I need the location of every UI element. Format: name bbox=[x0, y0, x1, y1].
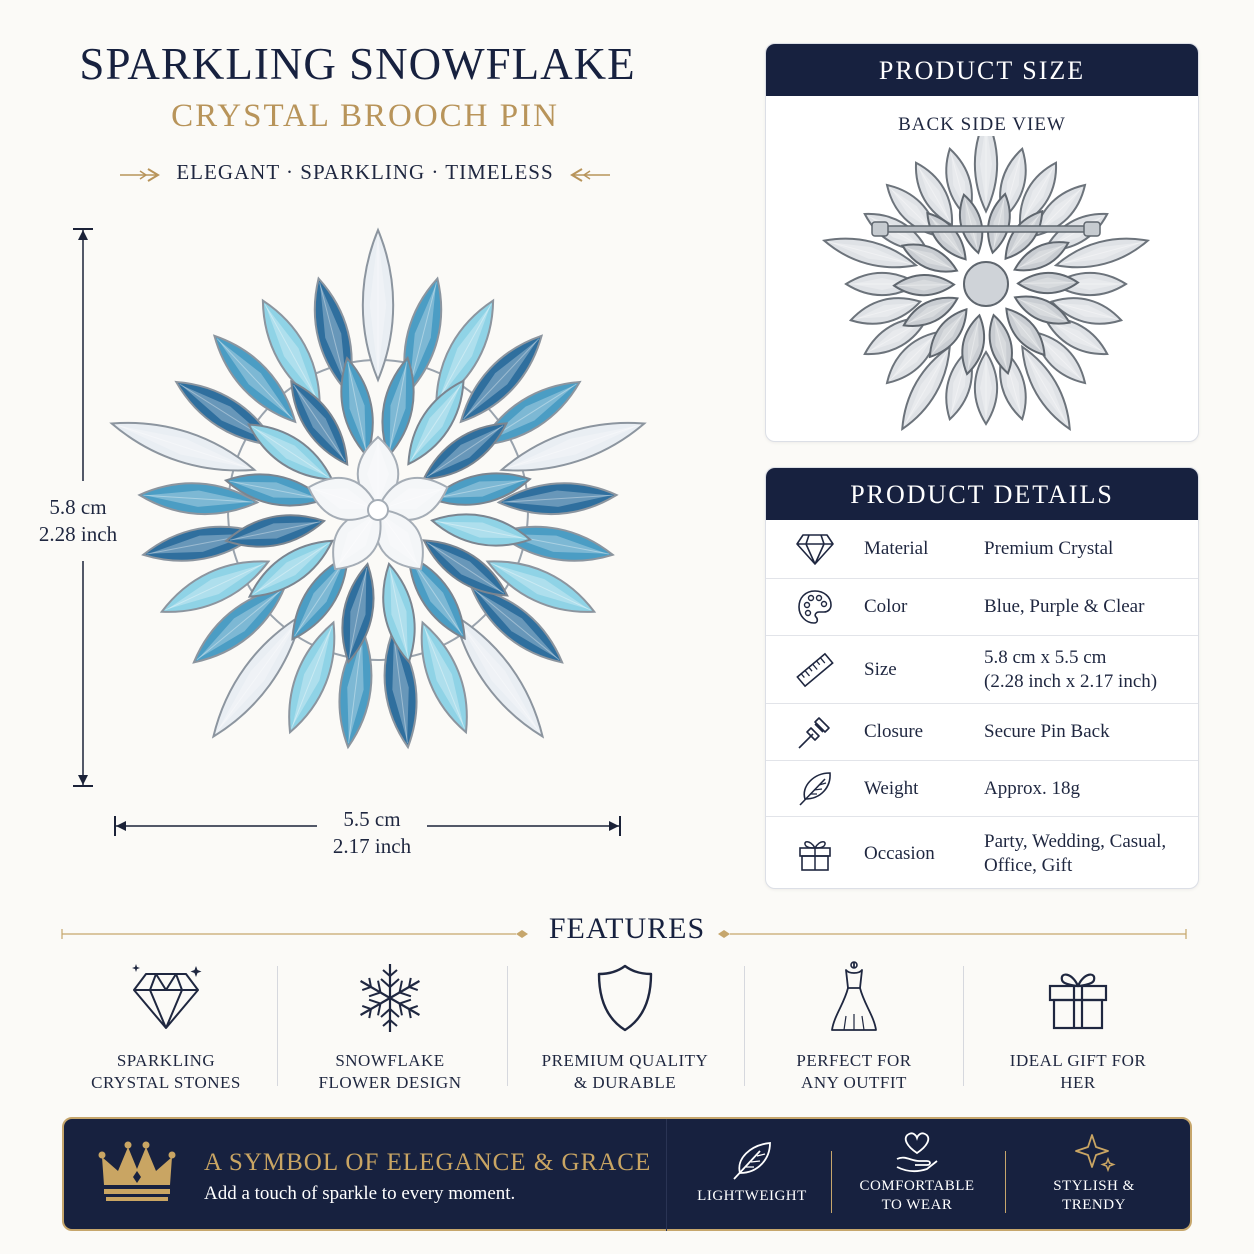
banner-item-line1: STYLISH & bbox=[1053, 1178, 1135, 1194]
detail-label: Occasion bbox=[864, 842, 935, 864]
product-subtitle: CRYSTAL BROOCH PIN bbox=[171, 98, 559, 134]
gift-icon bbox=[796, 835, 834, 873]
snowflake-icon bbox=[352, 960, 428, 1036]
detail-label: Size bbox=[864, 658, 897, 680]
back-side-label: BACK SIDE VIEW bbox=[898, 114, 1066, 135]
detail-value-line2: Office, Gift bbox=[984, 854, 1073, 876]
diamond-icon bbox=[126, 960, 206, 1036]
feature-any-outfit bbox=[754, 960, 954, 1094]
detail-row-color bbox=[766, 578, 1198, 635]
detail-row-material bbox=[766, 520, 1198, 578]
detail-row-closure bbox=[766, 703, 1198, 760]
detail-label: Weight bbox=[864, 777, 919, 799]
detail-value: Secure Pin Back bbox=[984, 721, 1110, 742]
feature-line1: PREMIUM QUALITY bbox=[541, 1051, 709, 1070]
banner-item-comfortable bbox=[852, 1131, 982, 1215]
product-size-heading: PRODUCT SIZE bbox=[766, 44, 1198, 96]
detail-value: Premium Crystal bbox=[984, 538, 1114, 559]
feature-gift-for-her bbox=[978, 960, 1178, 1094]
feature-divider bbox=[963, 966, 964, 1086]
banner-item-line1: COMFORTABLE bbox=[859, 1178, 975, 1194]
product-details-heading: PRODUCT DETAILS bbox=[766, 468, 1198, 520]
feature-divider bbox=[507, 966, 508, 1086]
feather-icon bbox=[795, 769, 835, 809]
detail-value bbox=[984, 646, 1198, 694]
feature-divider bbox=[744, 966, 745, 1086]
ornament-right-icon bbox=[566, 168, 610, 182]
pin-icon bbox=[795, 712, 835, 752]
feature-line2: HER bbox=[1060, 1073, 1096, 1092]
features-divider-right bbox=[716, 926, 1190, 942]
brooch-back-image bbox=[766, 136, 1199, 436]
shield-icon bbox=[587, 960, 663, 1036]
feature-snowflake-design bbox=[290, 960, 490, 1094]
feature-line1: PERFECT FOR bbox=[796, 1051, 912, 1070]
detail-value: Blue, Purple & Clear bbox=[984, 596, 1145, 617]
feature-line1: SNOWFLAKE bbox=[335, 1051, 445, 1070]
detail-label: Material bbox=[864, 538, 929, 559]
dress-icon bbox=[816, 960, 892, 1036]
product-size-panel bbox=[765, 43, 1199, 442]
width-inch: 2.17 inch bbox=[332, 834, 412, 858]
detail-label: Color bbox=[864, 596, 908, 617]
feature-sparkling-crystal bbox=[66, 960, 266, 1094]
brooch-front-image bbox=[100, 222, 660, 762]
banner-item-label: LIGHTWEIGHT bbox=[697, 1188, 807, 1204]
feature-line2: & DURABLE bbox=[573, 1073, 677, 1092]
palette-icon bbox=[796, 588, 834, 626]
diamond-icon bbox=[795, 531, 835, 567]
banner-item-lightweight bbox=[692, 1141, 812, 1206]
width-cm: 5.5 cm bbox=[343, 807, 401, 831]
feature-line2: CRYSTAL STONES bbox=[91, 1073, 241, 1092]
detail-row-size bbox=[766, 635, 1198, 703]
detail-label: Closure bbox=[864, 721, 924, 742]
elegance-banner bbox=[62, 1117, 1192, 1231]
feature-line1: IDEAL GIFT FOR bbox=[1009, 1051, 1147, 1070]
feature-premium-quality bbox=[525, 960, 725, 1094]
detail-row-occasion bbox=[766, 816, 1198, 889]
heart-hand-icon bbox=[893, 1131, 941, 1173]
tagline: ELEGANT · SPARKLING · TIMELESS bbox=[176, 160, 554, 184]
feature-divider bbox=[277, 966, 278, 1086]
features-heading: FEATURES bbox=[548, 912, 706, 945]
banner-item-line2: TO WEAR bbox=[881, 1197, 953, 1213]
product-title: SPARKLING SNOWFLAKE bbox=[79, 39, 636, 89]
detail-value: Approx. 18g bbox=[984, 777, 1081, 799]
detail-value bbox=[984, 830, 1198, 878]
feature-line2: FLOWER DESIGN bbox=[318, 1073, 462, 1092]
banner-subtitle: Add a touch of sparkle to every moment. bbox=[204, 1183, 516, 1204]
gift-icon bbox=[1040, 960, 1116, 1036]
height-cm: 5.8 cm bbox=[49, 495, 107, 519]
banner-item-stylish bbox=[1029, 1131, 1159, 1215]
detail-value-line1: 5.8 cm x 5.5 cm bbox=[984, 646, 1107, 668]
crown-icon bbox=[98, 1141, 176, 1205]
ruler-icon bbox=[795, 650, 835, 690]
width-label bbox=[312, 806, 432, 860]
product-details-panel bbox=[765, 467, 1199, 889]
banner-title: A SYMBOL OF ELEGANCE & GRACE bbox=[204, 1149, 652, 1176]
detail-value-line2: (2.28 inch x 2.17 inch) bbox=[984, 670, 1158, 692]
detail-value-line1: Party, Wedding, Casual, bbox=[984, 830, 1167, 852]
banner-item-line2: TRENDY bbox=[1062, 1197, 1126, 1213]
detail-row-weight bbox=[766, 760, 1198, 816]
height-inch: 2.28 inch bbox=[38, 522, 118, 546]
sparkle-icon bbox=[1072, 1131, 1116, 1173]
feature-line1: SPARKLING bbox=[116, 1051, 216, 1070]
feature-line2: ANY OUTFIT bbox=[801, 1073, 907, 1092]
feather-icon bbox=[730, 1141, 774, 1181]
